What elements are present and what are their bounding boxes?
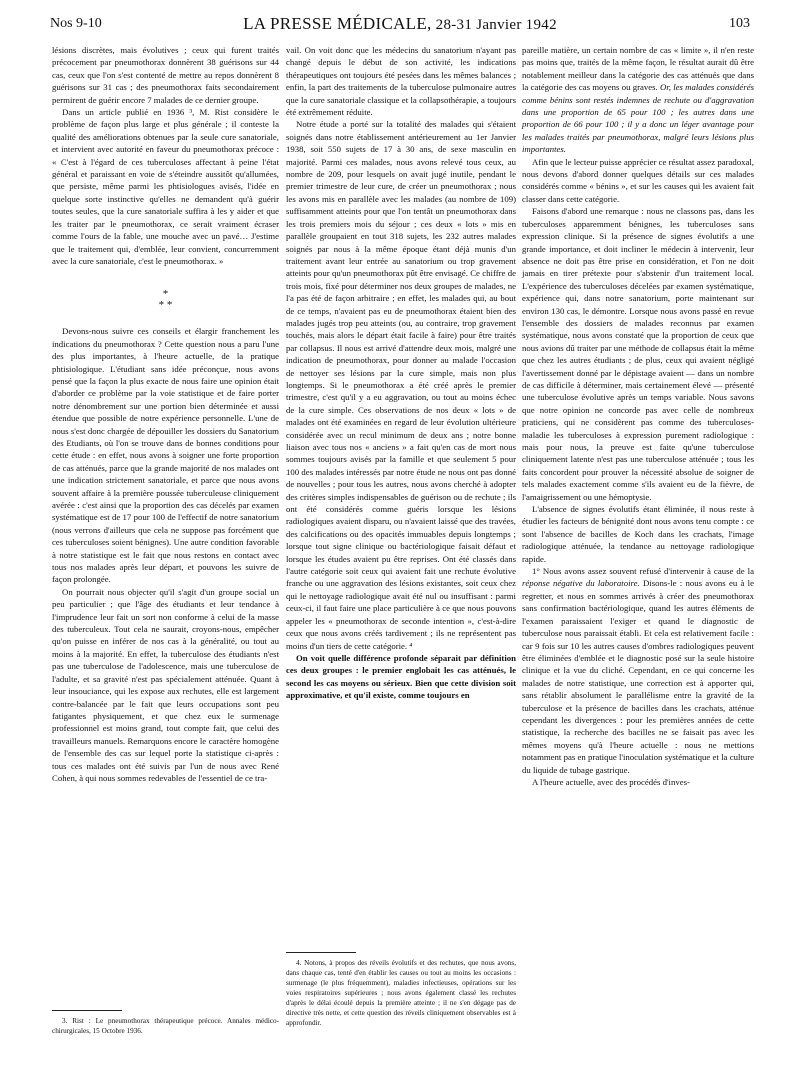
paragraph [522, 565, 754, 776]
paragraph: Afin que le lecteur puisse apprécier ce résultat assez paradoxal, nous devons d'abord donner quelques détails sur ces malades considérés comme « bénins », et sur les causes qui les avaient fait classer dans cette catégorie. [522, 156, 754, 204]
paragraph: Notre étude a porté sur la totalité des malades qui s'étaient soignés dans notre établissement antérieurement au 1er Janvier 1938, soit 550 sujets de 17 à 30 ans, de sexe masculin en majorité. Parmi ces malades, nous avons relevé tous ceux, au nombre de 209, pour lesquels on avait jugé inutile, pendant le premier trimestre de leur cure, de créer un pneumothorax ; nous les avons mis en parallèle avec les malades (au nombre de 109) suffisamment atteints pour que l'on tentât un pneumothorax dans les trois premiers mois du séjour ; ces deux « lots » mis en parallèle groupaient en tout 318 sujets, les 232 autres malades soignés par nous à la même époque étant déjà munis d'un traitement avant leur entrée au sanatorium ou trop gravement atteints pour qu'un pneumothorax pût être envisagé. Ce chiffre de trois mois, fixé pour déterminer nos deux groupes de malades, ne l'a pas été de façon arbitraire ; en effet, les malades qui, au bout de ce temps, n'avaient pas eu de pneumothorax étaient bien des malades jugés trop peu atteints (ou, au contraire, trop gravement touchés, mais alors le départ était facile à faire) pour être traités par collapsus. Il nous est arrivé d'attendre deux mois, malgré une indication de pneumothorax, pour donner au malade l'occasion de nettoyer ses lésions par la cure simple, mais non plus longtemps. Si le pneumothorax a été créé après le premier trimestre, c'est qu'il y a eu aggravation, ou tout au moins échec de la cure simple. Ces observations de nos deux « lots » de malades ont été examinées en regard de leur évolution ultérieure considérée avec un recul minimum de deux ans ; notre bonne liaison avec tous nos « anciens » a fait qu'en cas de mort nous sommes toujours avisés par la famille et que seulement 5 pour 100 des malades intéressés par notre étude ne nous ont pas donné de nouvelles ; pour tous les autres, nous avons cherché à adopter des critères simples indispensables de guérison ou de rechute ; ils ont été considérés comme guéris lorsque les lésions radiologiques avaient disparu, ou n'avaient laissé que des travées, des calcifications ou des opacités immuables depuis longtemps ; lorsque tout signe clinique ou bactériologique faisait défaut et lorsque les études avaient pu être reprises. Ont été classés dans l'autre catégorie soit ceux qui avaient fait une rechute évolutive franche ou une aggravation des lésions existantes, soit ceux chez qui le nettoyage radiologique avait été nul ou insuffisant : parmi ceux-ci, il faut faire une place particulière à ce que nous pouvons appeler les « pneumothorax de seconde intention », c'est-à-dire ceux que nous avons créés tardivement ; ils ne représentent pas moins d'un tiers de cette catégorie. ⁴ [286, 119, 516, 651]
paragraph: Dans un article publié en 1936 ³, M. Rist considère le problème de façon plus large et plus générale ; il conteste la qualité des améliorations obtenues par la seule cure sanatoriale, et intervient avec autorité en faveur du pneumothorax précoce : « C'est à l'égard de ces tuberculoses affectant à peine l'état général et paraissant en voie de s'éteindre aussitôt qu'allumées, que persiste, même parmi les phtisiologues avisés, l'idée en quelque sorte instinctive qu'elles ne demandent qu'à guérir toutes seules, que la cure sanatoriale suffira à les y aider et que les traiter par le pneumothorax, ce serait vraiment écraser comme l'ours de la fable, une mouche avec un pavé… J'estime que le traitement qui, d'emblée, leur convient, concurremment avec la cure sanatoriale, c'est le pneumothorax. » [52, 107, 279, 266]
paragraph: vail. On voit donc que les médecins du sanatorium n'ayant pas changé depuis le début de son activité, les indications thérapeutiques ont toujours été pesées dans les mêmes balances ; enfin, la part des traitements de la tuberculose pulmonaire autres que la cure sanatoriale classique et la collapsothérapie, a toujours été extrêmement réduite. [286, 45, 516, 118]
issue-date: 28-31 Janvier 1942 [435, 17, 557, 33]
italic-result-text: Or, les malades considérés comme bénins sont restés indemnes de rechute ou d'aggravation dans une proportion de 65 pour 100 ; les autres dans une proportion de 66 pour 100 ; il y a donc un léger avantage pour les malades traités par pneumothorax, malgré leurs lésions plus importantes. [522, 82, 755, 155]
footnote-4 [286, 958, 516, 1028]
separator-stars: * * [158, 299, 173, 312]
footnote-rule [286, 952, 356, 953]
column-middle [286, 44, 516, 702]
paragraph: Devons-nous suivre ces conseils et élargir franchement les indications du pneumothorax ? Cette question nous a paru l'une des plus importantes, à l'heure actuelle, de la pratique phtisiologique. L'étudiant sans idée préconçue, nous avons pensé que la façon la plus exacte de nous faire une opinion était d'aborder ce problème par la voie statistique et de faire porter notre dénombrement sur une portion bien déterminée et aussi étendue que possible de notre expérience personnelle. L'une de nous s'est donc chargée de dépouiller les dossiers du Sanatorium des Etudiants, où l'on se trouve dans de bonnes conditions pour cette étude : en effet, nous avons à soigner une forte proportion de cas atténués, parce que la grande majorité de nos malades ont une indication strictement sanatoriale, et parce que nous avons souvent affaire à la première poussée tuberculeuse cliniquement avérée : c'est ainsi que la proportion des cas décelés par examen systématique est de 17 pour 100 de l'effectif de notre sanatorium (nous verrons d'ailleurs que cela ne suppose pas forcément que ces tuberculoses soient bénignes). Une autre condition favorable à notre statistique est le fait que nous restons en contact avec tous nos malades après leur départ, et pouvons les suivre de façon prolongée. [52, 326, 279, 585]
page-header [50, 12, 750, 36]
paragraph [522, 44, 754, 156]
page-number: 103 [729, 16, 750, 31]
column-left [52, 44, 279, 784]
paragraph-text: 1° Nous avons assez souvent refusé d'intervenir à cause de la [532, 566, 754, 577]
paragraph: A l'heure actuelle, avec des procédés d'inves- [532, 776, 690, 787]
column-right [522, 44, 754, 788]
footnote-3 [52, 1016, 279, 1036]
paragraph: Faisons d'abord une remarque : nous ne classons pas, dans les tuberculoses apparemment bénignes, les tuberculoses sans expression clinique. Si la présence de signes évolutifs a une grande importance, et doit incliner le médecin à intervenir, leur absence ne doit pas être prise en considération, et l'on ne doit jamais en tirer prétexte pour s'abstenir d'un traitement local. L'expérience des tuberculoses décelées par examen systématique, expérience qui, dans notre sanatorium, porte maintenant sur environ 130 cas, le démontre. Lorsque nous avons passé en revue l'ensemble des dossiers de malades reconnus par examen systématique, nous avons constaté que la proportion de ceux que nous avions dû traiter par une méthode de collapsus était la même que chez les autres étudiants ; de plus, ceux qui avaient négligé l'avertissement donné par le dépistage avaient — dans un nombre de cas difficile à déterminer, mais certainement élevé — présenté une tuberculose évolutive après un temps variable. Nous savons que notre opinion ne concorde pas avec celle de nombreux praticiens, qui ne considèrent pas comme des tuberculoses-maladie les tuberculoses à expression purement radiologique : mais pour nous, la preuve est faite qu'une tuberculose cliniquement latente n'est pas une tuberculose atténuée ; tous les faits concordent pour prouver la nécessité absolue de soigner de tels malades exactement comme s'ils avaient eu de la fièvre, de l'amaigrissement ou une hémoptysie. [522, 206, 754, 502]
issue-number: Nos 9-10 [50, 16, 102, 31]
separator-star: * [162, 288, 169, 301]
paragraph: On pourrait nous objecter qu'il s'agit d'un groupe social un peu particulier ; que l'âge des étudiants et leur tendance à l'imprudence leur fait un sort non conforme à celui de la masse des tuberculeux. Tout cela ne saurait, croyons-nous, empêcher qu'on puisse en inférer de nos cas à la généralité, ou tout au moins à la majorité. En effet, la tuberculose des étudiants n'est pas une tuberculose de l'adolescence, mais une tuberculose de l'adulte, et sa gravité n'est pas spécialement atténuée. Quant à leur insouciance, qui les expose aux rechutes, elle est largement contre-balancée par le fait que leurs occupations sont peu fatigantes physiquement, et que chez eux le surmenage professionnel est moins grand, tout compte fait, que celui des travailleurs manuels. Remarquons encore le caractère homogène de l'ensemble des cas sur lequel porte la statistique ci-après : tous ces malades ont été suivis par l'un de nous avec René Cohen, à qui nous sommes redevables de l'essentiel de ce tra- [52, 586, 279, 783]
paragraph: L'absence de signes évolutifs étant éliminée, il nous reste à étudier les facteurs de bénignité dont nous avons tenu compte : ce sont l'absence de bacilles de Koch dans les crachats, l'image radiologique atténuée, la tendance au nettoyage radiologique rapide. [522, 504, 754, 564]
italic-phrase: réponse négative du laboratoire. [522, 578, 640, 589]
footnote-text: 4. Notons, à propos des réveils évolutifs et des rechutes, que nous avons, dans chaque cas, tenté d'en établir les causes ou tout au moins les occasions : surmenage (le plus fréquemment), maladies infectieuses, opérations sur les voies respiratoires supérieures ; nous avons également classé les rechutes d'après le délai écoulé depuis la première atteinte ; il ne s'en dégage pas de directive très nette, et cette question des réveils cliniquement observables est à approfondir. [286, 959, 516, 1027]
journal-title-line [50, 14, 750, 34]
journal-name: LA PRESSE MÉDICALE, [243, 14, 432, 33]
paragraph-text: Disons-le : nous avons eu à le regretter, et nous en sommes arrivés à créer des pneumothorax sans confirmation bactériologique, quand les autres éléments de l'examen paraissaient l'exiger et quand le diagnostic de tuberculose nous paraissait établi. Et cela est relativement facile : car 9 fois sur 10 les autres causes d'ombres radiologiques peuvent être éliminées d'emblée et le diagnostic posé sur la seule histoire clinique et la vue du cliché. Cependant, en ce qui concerne les malades de notre statistique, une correction est à apporter qui, sans rétablir absolument le parallélisme entre la gravité de la tuberculose et la présence de bacilles dans les crachats, atténue cependant les divergences : pour les premières années de cette statistique, la recherche des bacilles ne se faisait pas avec les mêmes moyens qu'à l'heure actuelle : nous ne mettions notamment pas en pratique l'inoculation systématique et la culture du liquide de tubage gastrique. [522, 578, 754, 775]
footnote-rule [52, 1010, 122, 1011]
section-separator [52, 289, 279, 311]
paragraph-text: pareille matière, un certain nombre de cas « limite », il n'en reste pas moins que, traités de la même façon, le résultat aurait dû être notablement meilleur dans la catégorie des cas atténués que dans la catégorie des cas moyens ou graves. [522, 45, 754, 93]
footnote-text: 3. Rist : Le pneumothorax thérapeutique précoce. Annales médico-chirurgicales, 15 Octobre 1936. [52, 1017, 279, 1035]
paragraph: On voit quelle différence profonde séparait par définition ces deux groupes : le premier englobait les cas atténués, le second les cas moyens ou sérieux. Bien que cette division soit approximative, et qu'il existe, comme toujours en [286, 652, 516, 701]
paragraph: lésions discrètes, mais évolutives ; ceux qui furent traités précocement par pneumothorax donnèrent 38 guérisons sur 44 cas, ceux que l'on s'est contenté de mettre au repos donnèrent 8 guérisons sur 31 cas ; des pneumothorax faits secondairement permirent de guérir encore 7 malades de ce dernier groupe. [52, 45, 279, 105]
